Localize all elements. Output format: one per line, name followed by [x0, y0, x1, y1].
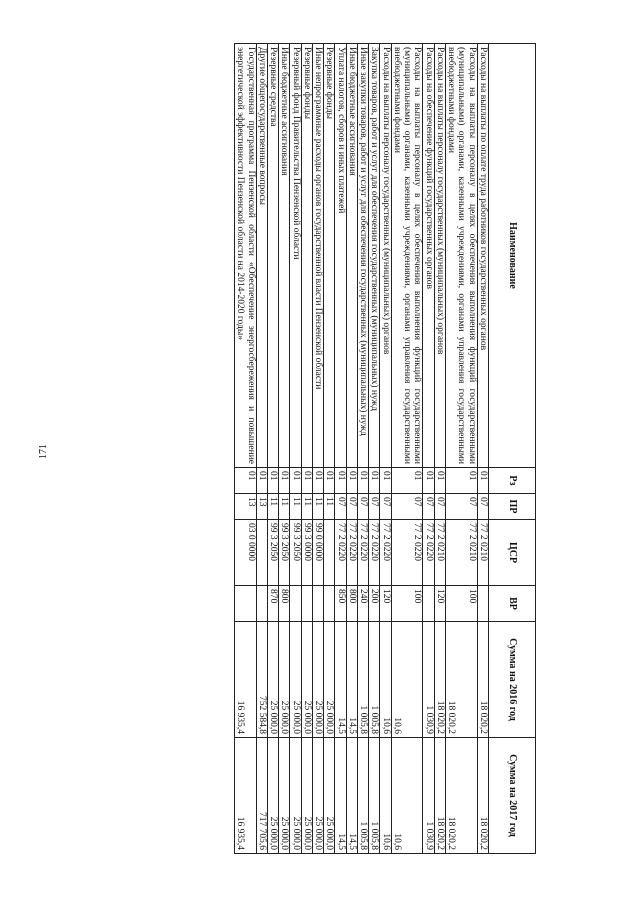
header-csr: ЦСР: [489, 520, 536, 586]
table-row: [369, 44, 380, 854]
table-row: [335, 44, 346, 854]
table-row: [423, 44, 434, 854]
cell-sum-2016: 25 000,0: [279, 622, 290, 738]
cell-csr: 77 2 0220: [391, 520, 423, 586]
cell-sum-2016: 25 000,0: [313, 622, 324, 738]
cell-csr: 77 2 0220: [346, 520, 357, 586]
cell-name: Расходы на выплаты персоналу государственных (муниципальных) органов: [434, 44, 445, 468]
cell-csr: 99 3 2050: [279, 520, 290, 586]
cell-rz: 01: [346, 468, 357, 494]
cell-pr: 11: [301, 494, 312, 520]
cell-sum-2017: 1 005,8: [369, 738, 380, 854]
cell-sum-2017: 14,5: [335, 738, 346, 854]
cell-vr: [301, 586, 312, 622]
cell-csr: 77 2 0220: [380, 520, 391, 586]
table-row: [380, 44, 391, 854]
header-pr: ПР: [489, 494, 536, 520]
cell-sum-2017: 16 935,4: [235, 738, 257, 854]
cell-sum-2017: 1 005,8: [358, 738, 369, 854]
cell-vr: 100: [391, 586, 423, 622]
table-row: [256, 44, 267, 854]
cell-csr: 99 3 2050: [268, 520, 279, 586]
cell-csr: 77 2 0220: [369, 520, 380, 586]
cell-csr: 99 3 2050: [290, 520, 301, 586]
cell-vr: 240: [358, 586, 369, 622]
cell-pr: 07: [346, 494, 357, 520]
cell-sum-2017: 18 020,2: [446, 738, 478, 854]
cell-sum-2017: 25 000,0: [324, 738, 335, 854]
cell-name: Резервные фонды: [301, 44, 312, 468]
cell-sum-2016: 25 000,0: [290, 622, 301, 738]
cell-sum-2017: 25 000,0: [290, 738, 301, 854]
cell-pr: 07: [477, 494, 488, 520]
cell-vr: 120: [434, 586, 445, 622]
cell-rz: 01: [423, 468, 434, 494]
cell-vr: [324, 586, 335, 622]
rotated-table-container: [100, 43, 536, 853]
table-row: [358, 44, 369, 854]
cell-sum-2016: 1 030,9: [423, 622, 434, 738]
cell-rz: 01: [268, 468, 279, 494]
cell-sum-2016: 25 000,0: [301, 622, 312, 738]
cell-sum-2016: 18 020,2: [446, 622, 478, 738]
cell-sum-2017: 25 000,0: [313, 738, 324, 854]
cell-csr: 77 2 0220: [423, 520, 434, 586]
cell-vr: [235, 586, 257, 622]
cell-sum-2016: 25 000,0: [268, 622, 279, 738]
cell-sum-2017: 25 000,0: [301, 738, 312, 854]
cell-rz: 01: [256, 468, 267, 494]
cell-name: Резервные средства: [268, 44, 279, 468]
table-header-row: [489, 44, 536, 854]
table-row: [391, 44, 423, 854]
cell-rz: 01: [324, 468, 335, 494]
cell-sum-2017: 14,5: [346, 738, 357, 854]
cell-pr: 07: [380, 494, 391, 520]
cell-name: Резервный фонд Правительства Пензенской области: [290, 44, 301, 468]
cell-pr: 07: [446, 494, 478, 520]
cell-sum-2017: 1 030,9: [423, 738, 434, 854]
cell-sum-2017: 25 000,0: [268, 738, 279, 854]
cell-pr: 07: [423, 494, 434, 520]
cell-pr: 13: [235, 494, 257, 520]
cell-vr: 800: [346, 586, 357, 622]
cell-csr: [256, 520, 267, 586]
cell-pr: 11: [313, 494, 324, 520]
cell-sum-2016: 10,6: [391, 622, 423, 738]
cell-name: Уплата налогов, сборов и иных платежей: [335, 44, 346, 468]
cell-csr: 77 2 0210: [477, 520, 488, 586]
cell-name: Иные закупки товаров, работ и услуг для обеспечения государственных (муниципальных) нужд: [358, 44, 369, 468]
cell-vr: 120: [380, 586, 391, 622]
cell-sum-2017: 18 020,2: [434, 738, 445, 854]
cell-pr: 07: [335, 494, 346, 520]
table-row: [313, 44, 324, 854]
cell-rz: 01: [446, 468, 478, 494]
cell-sum-2016: 18 020,2: [477, 622, 488, 738]
cell-sum-2016: 1 005,8: [358, 622, 369, 738]
cell-name: Расходы на обеспечение функций государственных органов: [423, 44, 434, 468]
cell-name: Другие общегосударственные вопросы: [256, 44, 267, 468]
cell-sum-2017: 18 020,2: [477, 738, 488, 854]
cell-rz: 01: [290, 468, 301, 494]
cell-pr: 07: [369, 494, 380, 520]
cell-name: Расходы на выплаты персоналу государственных (муниципальных) органов: [380, 44, 391, 468]
cell-vr: 800: [279, 586, 290, 622]
table-row: [477, 44, 488, 854]
cell-sum-2016: 10,6: [380, 622, 391, 738]
cell-vr: 200: [369, 586, 380, 622]
table-row: [268, 44, 279, 854]
table-row: [324, 44, 335, 854]
cell-csr: [324, 520, 335, 586]
cell-pr: 11: [279, 494, 290, 520]
cell-csr: 77 2 0220: [335, 520, 346, 586]
cell-sum-2016: 14,5: [335, 622, 346, 738]
cell-rz: 01: [335, 468, 346, 494]
table-row: [434, 44, 445, 854]
cell-csr: 77 2 0210: [446, 520, 478, 586]
cell-name: Резервные фонды: [324, 44, 335, 468]
cell-sum-2017: 10,6: [391, 738, 423, 854]
cell-rz: 01: [358, 468, 369, 494]
cell-name: Расходы на выплаты персоналу в целях обеспечения выполнения функций государственными (муниципальными) органами, казенными учреждениями, органами управления государственными внебюджетными фондами: [446, 44, 478, 468]
header-sum-2017: Сумма на 2017 год: [489, 738, 536, 854]
cell-vr: [423, 586, 434, 622]
header-rz: Рз: [489, 468, 536, 494]
cell-vr: 850: [335, 586, 346, 622]
cell-rz: 01: [380, 468, 391, 494]
cell-sum-2017: 10,6: [380, 738, 391, 854]
cell-name: Иные бюджетные ассигнования: [279, 44, 290, 468]
header-name: Наименование: [489, 44, 536, 468]
cell-sum-2016: 752 584,8: [256, 622, 267, 738]
cell-rz: 01: [313, 468, 324, 494]
cell-rz: 01: [369, 468, 380, 494]
cell-sum-2016: 1 005,8: [369, 622, 380, 738]
cell-rz: 01: [434, 468, 445, 494]
cell-rz: 01: [391, 468, 423, 494]
cell-csr: 77 2 0220: [358, 520, 369, 586]
cell-pr: 11: [290, 494, 301, 520]
cell-rz: 01: [279, 468, 290, 494]
cell-csr: 77 2 0210: [434, 520, 445, 586]
cell-sum-2016: 18 020,2: [434, 622, 445, 738]
cell-pr: 11: [268, 494, 279, 520]
header-vr: ВР: [489, 586, 536, 622]
table-row: [346, 44, 357, 854]
cell-name: Расходы на выплаты персоналу в целях обеспечения выполнения функций государственными (муниципальными) органами, казенными учреждениями, органами управления государственными внебюджетными фондами: [391, 44, 423, 468]
table-row: [279, 44, 290, 854]
header-sum-2016: Сумма на 2016 год: [489, 622, 536, 738]
cell-sum-2016: 16 935,4: [235, 622, 257, 738]
cell-vr: 870: [268, 586, 279, 622]
table-row: [301, 44, 312, 854]
cell-vr: [290, 586, 301, 622]
cell-vr: [313, 586, 324, 622]
cell-csr: 99 0 0000: [313, 520, 324, 586]
cell-name: Иные непрограммные расходы органов государственной власти Пензенской области: [313, 44, 324, 468]
cell-rz: 01: [235, 468, 257, 494]
table-row: [235, 44, 257, 854]
cell-name: Расходы на выплаты по оплате труда работников государственных органов: [477, 44, 488, 468]
page-number: 171: [38, 444, 49, 459]
cell-sum-2016: 25 000,0: [324, 622, 335, 738]
cell-csr: 99 3 0000: [301, 520, 312, 586]
cell-pr: 07: [358, 494, 369, 520]
cell-pr: 13: [256, 494, 267, 520]
cell-pr: 11: [324, 494, 335, 520]
cell-name: Иные бюджетные ассигнования: [346, 44, 357, 468]
cell-pr: 07: [434, 494, 445, 520]
table-row: [290, 44, 301, 854]
cell-vr: 100: [446, 586, 478, 622]
cell-sum-2016: 14,5: [346, 622, 357, 738]
cell-pr: 07: [391, 494, 423, 520]
cell-sum-2017: 25 000,0: [279, 738, 290, 854]
table-row: [446, 44, 478, 854]
cell-sum-2017: 717 705,6: [256, 738, 267, 854]
cell-vr: [256, 586, 267, 622]
cell-rz: 01: [301, 468, 312, 494]
cell-vr: [477, 586, 488, 622]
budget-table: [234, 43, 536, 854]
cell-name: Закупка товаров, работ и услуг для обеспечения государственных (муниципальных) нужд: [369, 44, 380, 468]
cell-rz: 01: [477, 468, 488, 494]
cell-csr: 03 0 0000: [235, 520, 257, 586]
cell-name: Государственная программа Пензенской области «Обеспечение энергосбережения и повышение энергетической эффективности Пензенской области на 2014-2020 годы»: [235, 44, 257, 468]
